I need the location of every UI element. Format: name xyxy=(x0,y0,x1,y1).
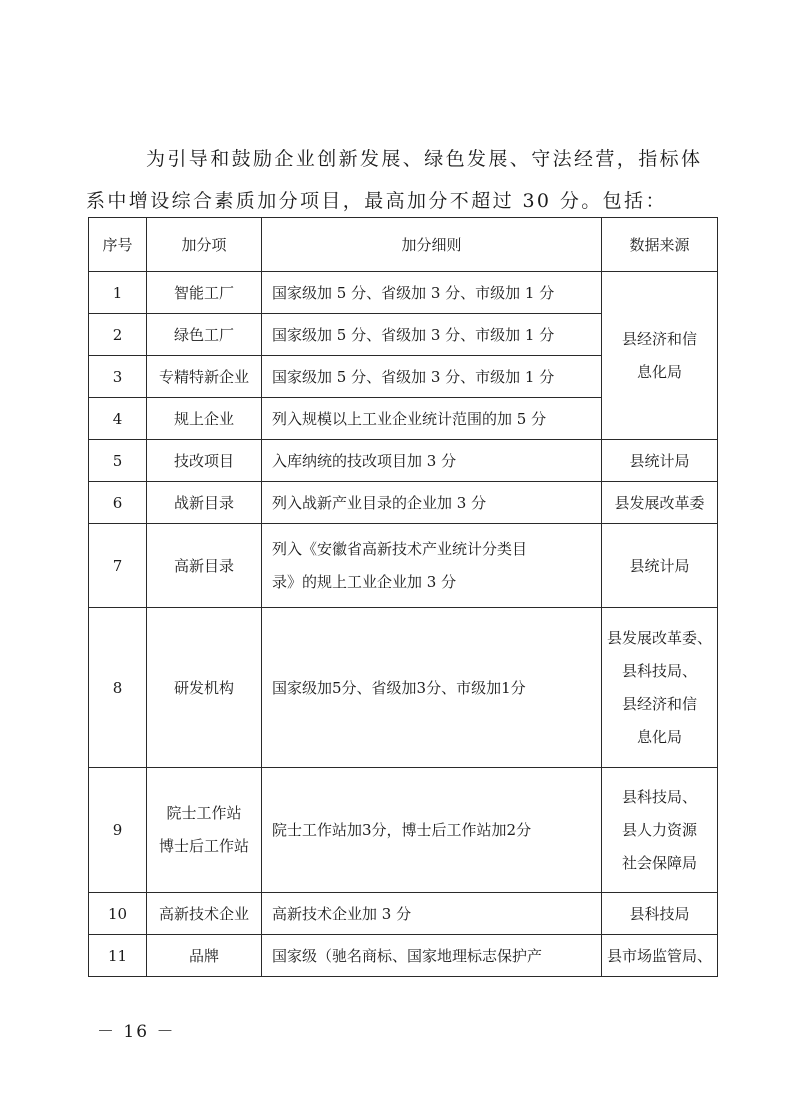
table-row xyxy=(89,893,718,935)
page-number: － 16 － xyxy=(97,1022,176,1042)
header-no: 序号 xyxy=(89,218,147,272)
cell-no: 4 xyxy=(89,398,147,440)
cell-no: 10 xyxy=(89,893,147,935)
cell-rule: 国家级加 5 分、省级加 3 分、市级加 1 分 xyxy=(262,314,602,356)
cell-rule: 国家级加 5 分、省级加 3 分、市级加 1 分 xyxy=(262,272,602,314)
item-line: 博士后工作站 xyxy=(158,837,249,855)
cell-source: 县科技局 xyxy=(602,893,718,935)
cell-no: 6 xyxy=(89,482,147,524)
cell-rule: 国家级加 5 分、省级加 3 分、市级加 1 分 xyxy=(262,356,602,398)
cell-no: 3 xyxy=(89,356,147,398)
cell-rule xyxy=(262,524,602,608)
cell-item: 智能工厂 xyxy=(147,272,262,314)
cell-rule: 国家级（驰名商标、国家地理标志保护产 xyxy=(262,935,602,977)
cell-no: 2 xyxy=(89,314,147,356)
cell-source xyxy=(602,608,718,768)
cell-item: 规上企业 xyxy=(147,398,262,440)
table-header-row xyxy=(89,218,718,272)
cell-item: 专精特新企业 xyxy=(147,356,262,398)
cell-rule: 国家级加5分、省级加3分、市级加1分 xyxy=(262,608,602,768)
cell-rule: 列入规模以上工业企业统计范围的加 5 分 xyxy=(262,398,602,440)
cell-item: 绿色工厂 xyxy=(147,314,262,356)
source-line: 县经济和信 xyxy=(621,694,697,713)
cell-source: 县统计局 xyxy=(602,524,718,608)
cell-source: 县发展改革委 xyxy=(602,482,718,524)
cell-rule: 列入战新产业目录的企业加 3 分 xyxy=(262,482,602,524)
cell-rule: 入库纳统的技改项目加 3 分 xyxy=(262,440,602,482)
cell-no: 11 xyxy=(89,935,147,977)
table-row xyxy=(89,524,718,608)
item-line: 院士工作站 xyxy=(166,804,242,822)
cell-item: 技改项目 xyxy=(147,440,262,482)
cell-no: 7 xyxy=(89,524,147,608)
table-row xyxy=(89,440,718,482)
cell-source xyxy=(602,768,718,893)
cell-no: 8 xyxy=(89,608,147,768)
cell-item: 品牌 xyxy=(147,935,262,977)
table-row xyxy=(89,935,718,977)
cell-source: 县市场监管局、 xyxy=(602,935,718,977)
table-row xyxy=(89,768,718,893)
source-line: 县科技局、 xyxy=(621,661,697,680)
bonus-table xyxy=(88,217,718,977)
source-line: 息化局 xyxy=(636,362,682,381)
cell-item: 研发机构 xyxy=(147,608,262,768)
table-row xyxy=(89,482,718,524)
cell-item: 高新目录 xyxy=(147,524,262,608)
header-item: 加分项 xyxy=(147,218,262,272)
cell-no: 9 xyxy=(89,768,147,893)
cell-rule: 高新技术企业加 3 分 xyxy=(262,893,602,935)
cell-item: 战新目录 xyxy=(147,482,262,524)
cell-item xyxy=(147,768,262,893)
source-line: 县科技局、 xyxy=(621,787,697,806)
rule-line: 列入《安徽省高新技术产业统计分类目 xyxy=(272,539,528,558)
intro-line-1: 为引导和鼓励企业创新发展、绿色发展、守法经营，指标体 xyxy=(146,148,703,170)
table-row xyxy=(89,272,718,314)
source-line: 县经济和信 xyxy=(621,329,697,348)
cell-source: 县统计局 xyxy=(602,440,718,482)
header-source: 数据来源 xyxy=(602,218,718,272)
cell-item: 高新技术企业 xyxy=(147,893,262,935)
cell-no: 1 xyxy=(89,272,147,314)
source-line: 县人力资源 xyxy=(621,820,697,839)
cell-no: 5 xyxy=(89,440,147,482)
source-line: 社会保障局 xyxy=(621,853,697,872)
header-rule: 加分细则 xyxy=(262,218,602,272)
source-line: 息化局 xyxy=(636,727,682,746)
cell-rule: 院士工作站加3分，博士后工作站加2分 xyxy=(262,768,602,893)
table-row xyxy=(89,608,718,768)
rule-line: 录》的规上工业企业加 3 分 xyxy=(272,572,457,591)
source-line: 县发展改革委、 xyxy=(606,628,712,647)
cell-source xyxy=(602,272,718,440)
intro-line-2: 系中增设综合素质加分项目，最高加分不超过 30 分。包括： xyxy=(86,190,667,212)
